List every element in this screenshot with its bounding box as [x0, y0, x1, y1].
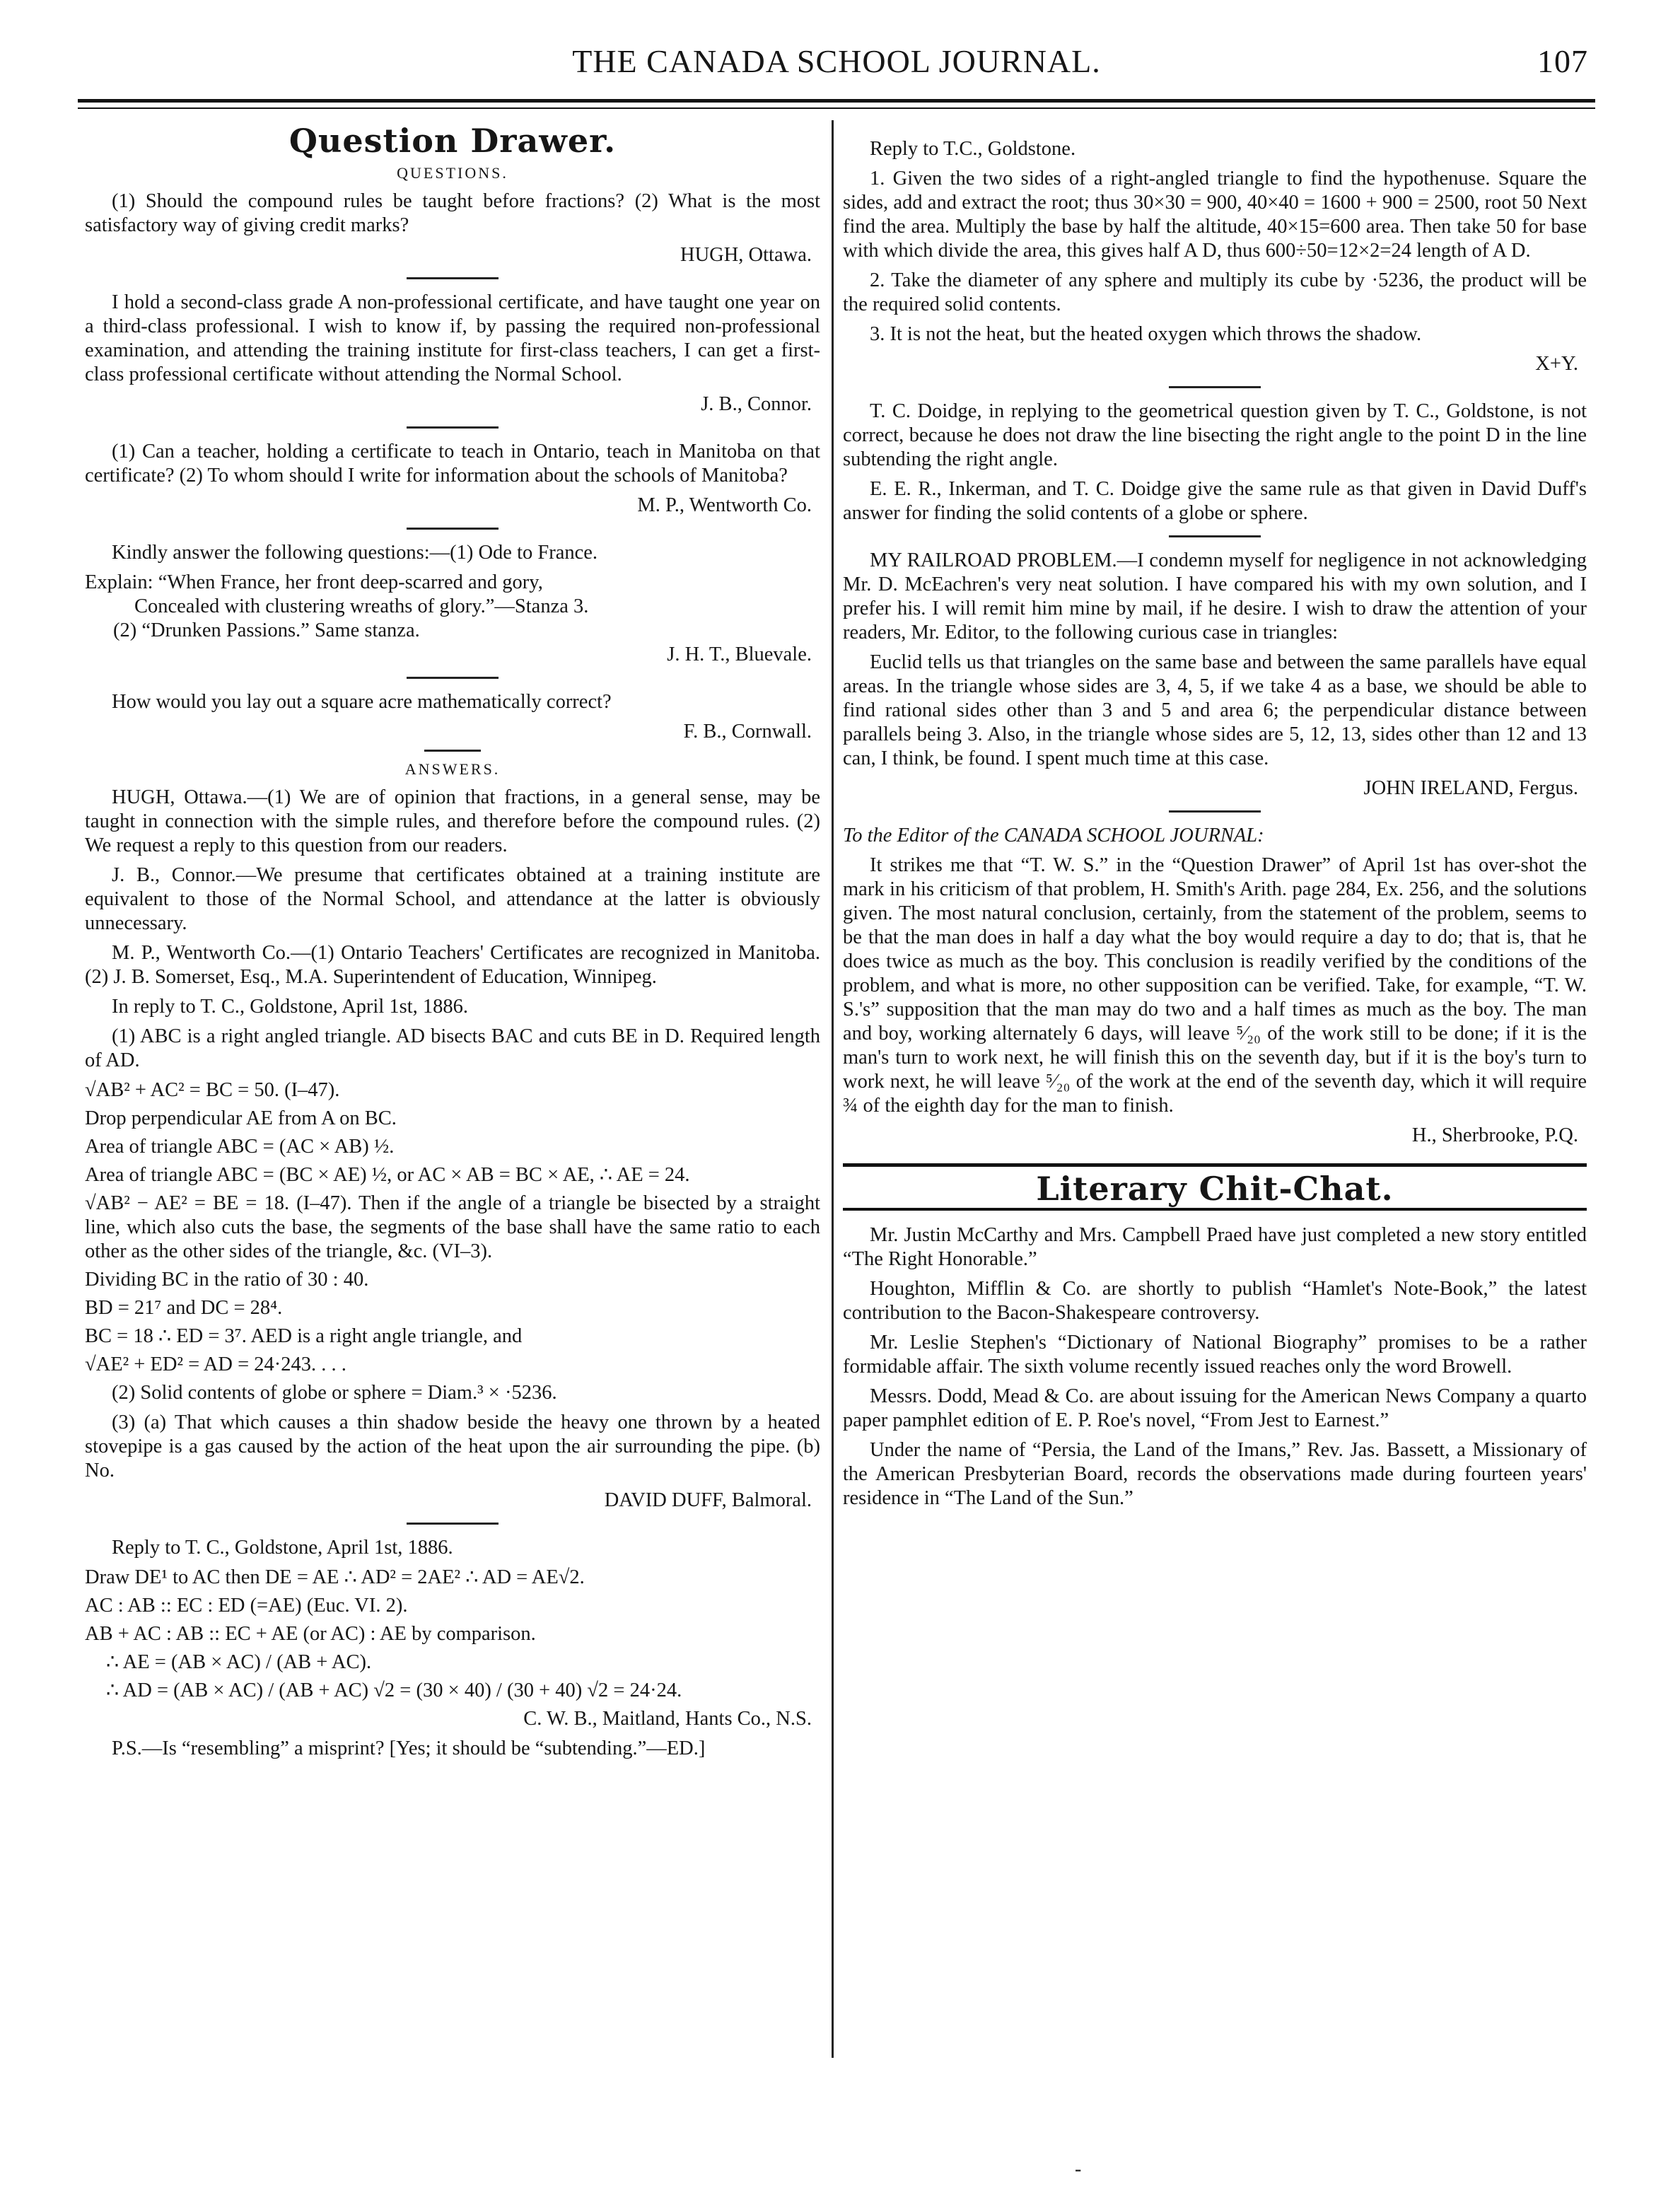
question-3: (1) Can a teacher, holding a certificate to teach in Ontario, teach in Manitoba on that certificate? (2) To whom should I write for information about the schools of Manitoba? [85, 441, 820, 487]
answer-5-math-1: Draw DE¹ to AC then DE = AE ∴ AD² = 2AE² ∴ AD = AE√2. [85, 1566, 585, 1588]
letter-body: It strikes me that “T. W. S.” in the “Question Drawer” of April 1st has over-shot the mark in his criticism of that problem, H. Smith's Arith. page 284, Ex. 256, and the solutions given. The most natural conclusion, certainly, from the statement of the problem, seems to be that the man does in half a day what the boy would require a day to do; that is, that he does twice as much as the boy. This conclusion is readily verified by the conditions of the problem, and what is more, no other supposition can be verified. Take, for example, “T. W. S.'s” supposition that the man may do two and a half times as much as the boy. The man and boy, working alternately 6 days, will leave ⁵⁄₂₀ of the work still to be done; if it is the man's turn to work next, he will finish this on the seventh day, but if it is the boy's turn to work next, he will leave ⁵⁄₂₀ of the work at the end of the seventh day, which it will require ¾ of the eighth day for the man to finish. [843, 854, 1587, 1117]
answer-4-math-4: Area of triangle ABC = (BC × AE) ½, or AC × AB = BC × AE, ∴ AE = 24. [85, 1164, 690, 1186]
section-heading-literary-chit-chat: Literary Chit-Chat. [1036, 1170, 1394, 1208]
answer-4-part-2: (2) Solid contents of globe or sphere = Diam.³ × ·5236. [112, 1382, 557, 1404]
answer-4-part-3: (3) (a) That which causes a thin shadow beside the heavy one thrown by a heated stovepipe is a gas caused by the action of the heat upon the air surrounding the pipe. (b) No. [85, 1411, 820, 1482]
answer-2: J. B., Connor.—We presume that certificates obtained at a training institute are equivalent to those of the Normal School, and attendance at the latter is obviously unnecessary. [85, 864, 820, 934]
literary-item-4: Messrs. Dodd, Mead & Co. are about issuing for the American News Company a quarto paper pamphlet edition of E. P. Roe's novel, “From Jest to Earnest.” [843, 1385, 1587, 1431]
reply-intro: Reply to T.C., Goldstone. [870, 138, 1076, 160]
question-5: How would you lay out a square acre mathematically correct? [112, 691, 612, 713]
question-4-signature: J. H. T., Bluevale. [667, 644, 812, 665]
running-head [78, 42, 1595, 85]
answer-5-math-5: ∴ AD = (AB × AC) / (AB + AC) √2 = (30 × 40) / (30 + 40) √2 = 24·24. [106, 1680, 682, 1701]
letter-signature: H., Sherbrooke, P.Q. [1411, 1124, 1578, 1146]
railroad-signature: JOHN IRELAND, Fergus. [1363, 777, 1578, 799]
answer-3: M. P., Wentworth Co.—(1) Ontario Teachers' Certificates are recognized in Manitoba. (2) J. B. Somerset, Esq., M.A. Superintendent of Education, Winnipeg. [85, 942, 820, 988]
answer-4-math-3: Area of triangle ABC = (AC × AB) ½. [85, 1136, 395, 1158]
separator-rule [1169, 810, 1261, 813]
answer-4-math-5: √AB² − AE² = BE = 18. (I–47). Then if the angle of a triangle be bisected by a straight line, which also cuts the base, the segments of the base shall have the same ratio to each other as the other sides of the triangle, &c. (VI–3). [85, 1192, 820, 1262]
question-4-line-4: (2) “Drunken Passions.” Same stanza. [113, 619, 420, 641]
answer-4-math-2: Drop perpendicular AE from A on BC. [85, 1107, 397, 1129]
reply-2: 2. Take the diameter of any sphere and multiply its cube by ·5236, the product will be the required solid contents. [843, 269, 1587, 315]
postscript: P.S.—Is “resembling” a misprint? [Yes; it should be “subtending.”—ED.] [112, 1737, 706, 1759]
literary-item-2: Houghton, Mifflin & Co. are shortly to publish “Hamlet's Note-Book,” the latest contribution to the Bacon-Shakespeare controversy. [843, 1278, 1587, 1324]
question-2-signature: J. B., Connor. [701, 393, 812, 415]
answers-subhead: ANSWERS. [404, 760, 501, 778]
literary-item-3: Mr. Leslie Stephen's “Dictionary of National Biography” promises to be a rather formidable affair. The sixth volume recently issued reaches only the word Browell. [843, 1332, 1587, 1378]
left-column [85, 122, 820, 1766]
railroad-paragraph-2: Euclid tells us that triangles on the same base and between the same parallels have equal areas. In the triangle whose sides are 3, 4, 5, if we take 4 as a base, we should be able to find rational sides other than 3 and 5 and area 6; the perpendicular distance between parallels being 3. Also, in the triangle whose sides are 5, 12, 13, sides other than 12 and 13 can, I think, be found. I spent much time at this case. [843, 651, 1587, 769]
answer-5-math-4: ∴ AE = (AB × AC) / (AB + AC). [106, 1651, 372, 1673]
answer-4-math-7: BD = 21⁷ and DC = 28⁴. [85, 1297, 283, 1319]
railroad-text: —I condemn myself for negligence in not acknowledging Mr. D. McEachren's very neat solution. I have compared his with my own solution, and I prefer his. I will remit him mine by mail, if he desire. I wish to draw the attention of your readers, Mr. Editor, to the following curious case in triangles: [843, 549, 1587, 644]
answer-5-signature: C. W. B., Maitland, Hants Co., N.S. [523, 1708, 812, 1730]
reply-3: 3. It is not the heat, but the heated oxygen which throws the shadow. [870, 323, 1422, 345]
answer-4-math-6: Dividing BC in the ratio of 30 : 40. [85, 1269, 369, 1291]
right-column [843, 127, 1587, 1516]
doidge-note: T. C. Doidge, in replying to the geometrical question given by T. C., Goldstone, is not correct, because he does not draw the line bisecting the right angle to the point D in the line subtending the right angle. [843, 400, 1587, 470]
question-4-line-2: Explain: “When France, her front deep-scarred and gory, [85, 571, 543, 593]
answer-5-intro: Reply to T. C., Goldstone, April 1st, 1886. [112, 1537, 453, 1559]
separator-rule [407, 426, 499, 429]
separator-rule [407, 277, 499, 279]
separator-rule [1169, 535, 1261, 537]
question-1-signature: HUGH, Ottawa. [680, 244, 812, 266]
answer-4-signature: DAVID DUFF, Balmoral. [604, 1489, 812, 1511]
journal-title: THE CANADA SCHOOL JOURNAL. [572, 43, 1101, 79]
reply-signature: X+Y. [1535, 353, 1578, 375]
railroad-heading: MY RAILROAD PROBLEM. [870, 549, 1117, 571]
footer-mark: - [1075, 2158, 1082, 2180]
section-heading-question-drawer: Question Drawer. [288, 122, 617, 160]
answer-5-math-2: AC : AB :: EC : ED (=AE) (Euc. VI. 2). [85, 1595, 408, 1617]
question-3-signature: M. P., Wentworth Co. [637, 494, 812, 516]
letter-salutation: To the Editor of the CANADA SCHOOL JOURNAL: [843, 825, 1264, 846]
literary-item-5: Under the name of “Persia, the Land of the Imans,” Rev. Jas. Bassett, a Missionary of the American Presbyterian Board, records the observations made during fourteen years' residence in “The Land of the Sun.” [843, 1439, 1587, 1509]
answer-1 [85, 786, 820, 858]
separator-rule [407, 677, 499, 679]
page-number: 107 [1537, 43, 1588, 79]
answer-4-math-8: BC = 18 ∴ ED = 3⁷. AED is a right angle triangle, and [85, 1325, 523, 1347]
answer-4-intro: In reply to T. C., Goldstone, April 1st, 1886. [112, 996, 469, 1018]
answer-1-name: HUGH [112, 786, 170, 808]
questions-subhead: QUESTIONS. [397, 164, 508, 182]
header-rule-thick [78, 99, 1595, 103]
answer-4-math-1: √AB² + AC² = BC = 50. (I–47). [85, 1079, 340, 1101]
answer-5-math-3: AB + AC : AB :: EC + AE (or AC) : AE by comparison. [85, 1623, 536, 1645]
separator-rule [407, 1523, 499, 1525]
question-4-line-3: Concealed with clustering wreaths of glory.”—Stanza 3. [134, 595, 589, 617]
literary-item-1: Mr. Justin McCarthy and Mrs. Campbell Praed have just completed a new story entitled “The Right Honorable.” [843, 1224, 1587, 1270]
answer-1-text: , Ottawa.—(1) We are of opinion that fractions, in a general sense, may be taught in connection with the simple rules, and therefore before the compound rules. (2) We request a reply to this question from our readers. [85, 786, 820, 856]
header-rule-thin [78, 107, 1595, 109]
question-2: I hold a second-class grade A non-professional certificate, and have taught one year on a third-class professional. I wish to know if, by passing the required non-professional examination, and attending the training institute for first-class teachers, I can get a first-class professional certificate without attending the Normal School. [85, 291, 820, 385]
question-4-line-1: Kindly answer the following questions:—(1) Ode to France. [112, 542, 598, 564]
railroad-problem [843, 549, 1587, 645]
separator-rule [407, 528, 499, 530]
reply-1: 1. Given the two sides of a right-angled triangle to find the hypothenuse. Square the sides, add and extract the root; thus 30×30 = 900, 40×40 = 1600 + 900 = 2500, root 50 Next find the area. Multiply the base by half the altitude, 40×15=600 area. Then take 50 for base with which divide the area, this gives half A D, thus 600÷50=12×2=24 length of A D. [843, 168, 1587, 262]
eer-note: E. E. R., Inkerman, and T. C. Doidge give the same rule as that given in David Duff's answer for finding the solid contents of a globe or sphere. [843, 478, 1587, 524]
question-1: (1) Should the compound rules be taught before fractions? (2) What is the most satisfactory way of giving credit marks? [85, 190, 820, 236]
column-divider [832, 120, 834, 2058]
answer-4-part-1: (1) ABC is a right angled triangle. AD bisects BAC and cuts BE in D. Required length of AD. [85, 1025, 820, 1071]
question-5-signature: F. B., Cornwall. [683, 721, 812, 743]
answer-4-math-9: √AE² + ED² = AD = 24·243. . . . [85, 1354, 346, 1375]
separator-rule [424, 750, 481, 752]
literary-heading-box [843, 1163, 1587, 1211]
separator-rule [1169, 386, 1261, 388]
